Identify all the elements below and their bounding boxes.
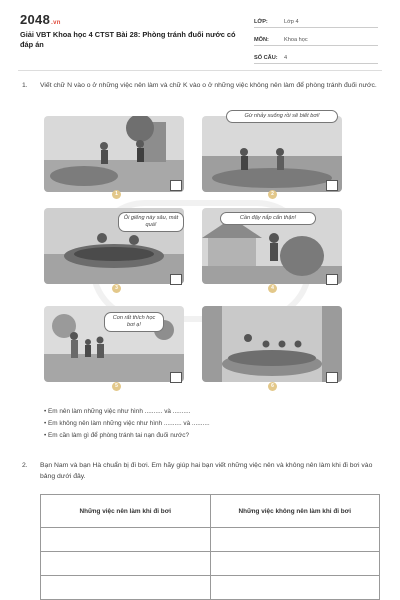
picture-3-speech-bubble: Ôi giếng này sâu, mát quá! [118,212,184,232]
picture-3-number: 3 [112,284,121,293]
site-logo[interactable]: 2048.vn [20,12,61,27]
picture-2-speech-bubble: Gừ nhảy xuống rồi sẽ biết bơi! [226,110,338,123]
table-header-should-not: Những việc không nên làm khi đi bơi [210,495,380,528]
q1-number: 1. [22,82,28,89]
table-cell[interactable] [41,552,211,576]
q1-bullet-should-not: • Em không nên làm những việc như hình .......... và .......... [44,420,210,427]
table-cell[interactable] [41,528,211,552]
meta-info [254,14,378,68]
q1-bullet-should: • Em nên làm những việc như hình .......... và .......... [44,408,191,415]
q2-text: Bạn Nam và bạn Hà chuẩn bị đi bơi. Em hãy giúp hai bạn viết những việc nên và không nên làm khi đi bơi vào bảng dưới đây. [40,462,373,480]
picture-3-answer-box[interactable] [170,274,182,285]
q1-text: Viết chữ N vào o ở những việc nên làm và chữ K vào o ở những việc không nên làm để phòng tránh đuối nước. [40,82,377,89]
page-title: Giải VBT Khoa học 4 CTST Bài 28: Phòng tránh đuối nước có đáp án [20,30,236,49]
q1-bullet-prevention: • Em cần làm gì để phòng tránh tai nạn đuối nước? [44,432,189,439]
q2-number: 2. [22,462,28,469]
picture-5-answer-box[interactable] [170,372,182,383]
meta-row-subject: MÔN: Khoa học [254,32,378,46]
table-cell[interactable] [41,576,211,600]
swimming-table [40,494,380,600]
picture-2-number: 2 [268,190,277,199]
table-header-should: Những việc nên làm khi đi bơi [41,495,211,528]
picture-1 [44,116,184,192]
picture-6-answer-box[interactable] [326,372,338,383]
picture-4-number: 4 [268,284,277,293]
picture-4-answer-box[interactable] [326,274,338,285]
table-row [41,528,380,552]
picture-2-answer-box[interactable] [326,180,338,191]
picture-5-number: 5 [112,382,121,391]
table-row [41,552,380,576]
table-header-row [41,495,380,528]
table-cell[interactable] [210,552,380,576]
header-divider [18,70,382,71]
picture-1-answer-box[interactable] [170,180,182,191]
table-cell[interactable] [210,576,380,600]
picture-4-speech-bubble: Cần đậy nắp cẩn thận! [220,212,316,225]
table-row [41,576,380,600]
picture-2 [202,116,342,192]
meta-row-question-count: SỐ CÂU: 4 [254,50,378,64]
picture-5-speech-bubble: Con rất thích học bơi ạ! [104,312,164,332]
meta-row-grade: LỚP: Lớp 4 [254,14,378,28]
table-cell[interactable] [210,528,380,552]
picture-6 [202,306,342,382]
picture-1-number: 1 [112,190,121,199]
picture-6-number: 6 [268,382,277,391]
